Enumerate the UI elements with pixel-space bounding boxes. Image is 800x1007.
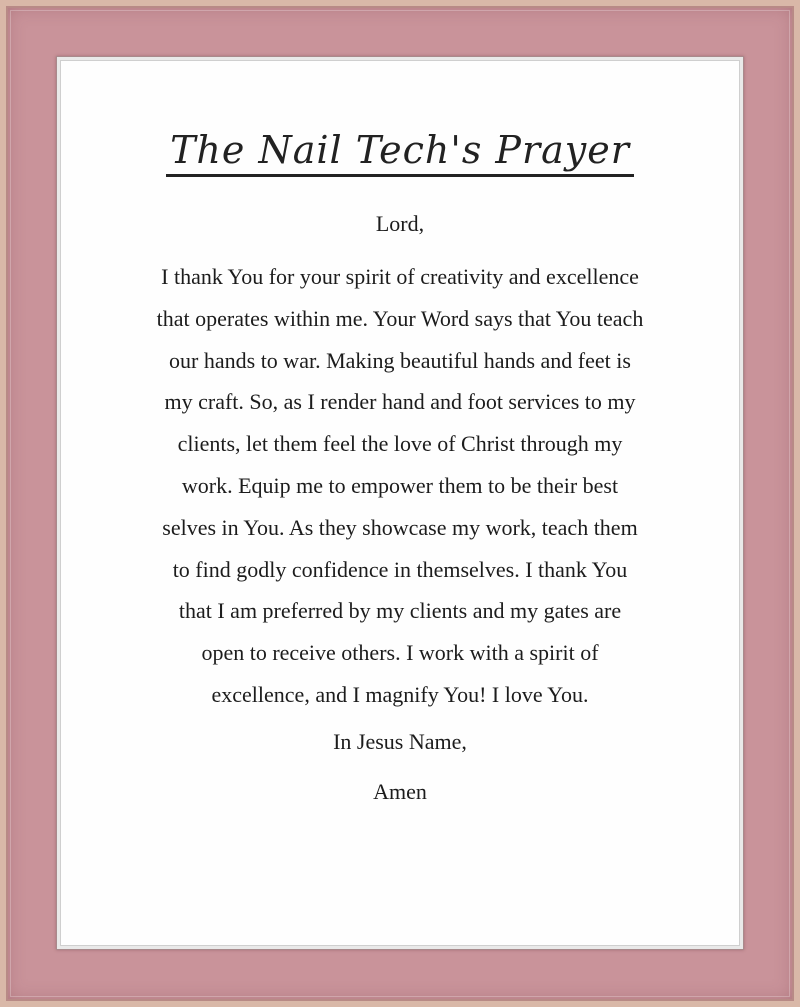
salutation: Lord, bbox=[375, 211, 425, 236]
prayer-line: to find godly confidence in themselves. I thank You bbox=[172, 556, 628, 582]
prayer-line: selves in You. As they showcase my work, teach them bbox=[162, 514, 638, 540]
prayer-line: open to receive others. I work with a spirit of bbox=[201, 640, 599, 666]
prayer-line: excellence, and I magnify You! I love You. bbox=[211, 681, 589, 707]
prayer-line: that I am preferred by my clients and my gates are bbox=[178, 598, 622, 624]
prayer-body bbox=[118, 256, 682, 716]
prayer-line: clients, let them feel the love of Christ through my bbox=[177, 431, 623, 457]
title-container bbox=[0, 128, 800, 177]
closing-line: In Jesus Name, bbox=[333, 729, 467, 754]
prayer-line: work. Equip me to empower them to be their best bbox=[181, 472, 619, 498]
prayer-line: that operates within me. Your Word says that You teach bbox=[156, 305, 644, 331]
page-title: The Nail Tech's Prayer bbox=[166, 128, 634, 177]
prayer-line: our hands to war. Making beautiful hands and feet is bbox=[169, 347, 631, 373]
prayer-line: I thank You for your spirit of creativity and excellence bbox=[161, 264, 639, 289]
prayer-line: my craft. So, as I render hand and foot services to my bbox=[164, 389, 636, 415]
signoff: Amen bbox=[373, 779, 427, 804]
